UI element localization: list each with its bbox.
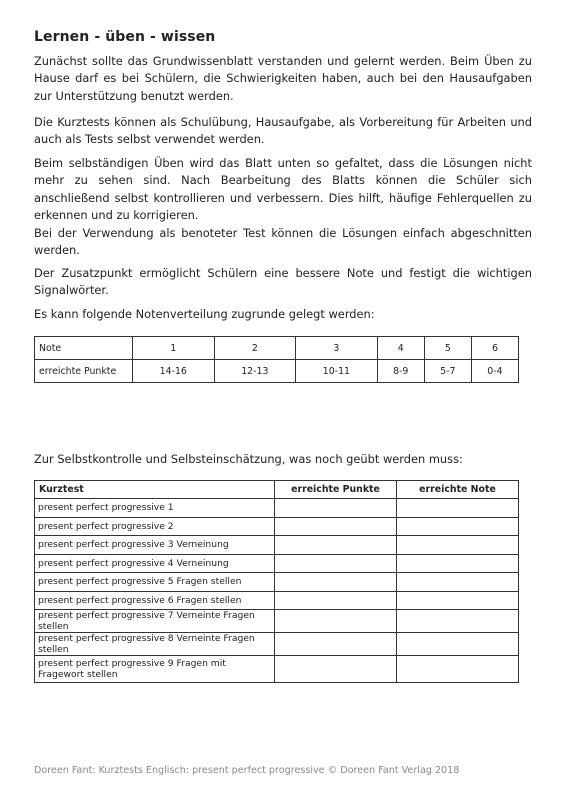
points-entry-cell[interactable] (275, 656, 397, 683)
table-row (35, 554, 519, 573)
self-check-intro: Zur Selbstkontrolle und Selbsteinschätzung, was noch geübt werden muss: (34, 452, 463, 466)
grade-row-notes (35, 337, 519, 360)
table-row (35, 517, 519, 536)
grade-table (34, 336, 519, 383)
grade-entry-cell[interactable] (397, 536, 519, 555)
grade-points-label: erreichte Punkte (35, 360, 133, 383)
grade-entry-cell[interactable] (397, 610, 519, 633)
table-row (35, 536, 519, 555)
intro-paragraph-2: Die Kurztests können als Schulübung, Hausaufgabe, als Vorbereitung für Arbeiten und auch als Tests selbst verwendet werden. (34, 115, 532, 147)
grade-entry-cell[interactable] (397, 573, 519, 592)
points-entry-cell[interactable] (275, 633, 397, 656)
test-name-cell: present perfect progressive 9 Fragen mit Fragewort stellen (35, 656, 275, 683)
grade-intro-text: Es kann folgende Notenverteilung zugrunde gelegt werden: (34, 307, 375, 321)
grade-entry-cell[interactable] (397, 656, 519, 683)
intro-paragraph-3: Beim selbständigen Üben wird das Blatt unten so gefaltet, dass die Lösungen nicht mehr zu sehen sind. Nach Bearbeitung des Blatts können die Schüler sich anschließend selbst kontrollieren und verbessern. Dies hilft, häufige Fehlerquellen zu erkennen und zu korrigieren. (34, 156, 532, 222)
grade-note-label: Note (35, 337, 133, 360)
intro-paragraph-4: Bei der Verwendung als benoteter Test können die Lösungen einfach abgeschnitten werden. (34, 226, 532, 258)
table-row (35, 573, 519, 592)
grade-points-cell: 0-4 (471, 360, 518, 383)
grade-note-cell: 3 (296, 337, 378, 360)
grade-note-cell: 2 (214, 337, 296, 360)
self-check-table (34, 480, 519, 683)
test-name-cell: present perfect progressive 2 (35, 517, 275, 536)
intro-paragraph-1: Zunächst sollte das Grundwissenblatt verstanden und gelernt werden. Beim Üben zu Hause darf es bei Schülern, die Schwierigkeiten haben, auch bei den Hausaufgaben zur Unterstützung benutzt werden. (34, 54, 532, 103)
test-name-cell: present perfect progressive 3 Verneinung (35, 536, 275, 555)
points-entry-cell[interactable] (275, 499, 397, 518)
grade-note-cell: 4 (377, 337, 424, 360)
grade-entry-cell[interactable] (397, 499, 519, 518)
intro-paragraph-5: Der Zusatzpunkt ermöglicht Schülern eine bessere Note und festigt die wichtigen Signalwörter. (34, 266, 532, 298)
points-entry-cell[interactable] (275, 554, 397, 573)
test-name-cell: present perfect progressive 5 Fragen stellen (35, 573, 275, 592)
grade-entry-cell[interactable] (397, 591, 519, 610)
points-entry-cell[interactable] (275, 610, 397, 633)
table-row (35, 591, 519, 610)
grade-points-cell: 14-16 (133, 360, 215, 383)
test-name-cell: present perfect progressive 1 (35, 499, 275, 518)
table-row (35, 610, 519, 633)
points-entry-cell[interactable] (275, 517, 397, 536)
grade-points-cell: 8-9 (377, 360, 424, 383)
header-erreichte-note: erreichte Note (397, 481, 519, 499)
test-name-cell: present perfect progressive 6 Fragen stellen (35, 591, 275, 610)
points-entry-cell[interactable] (275, 591, 397, 610)
grade-points-cell: 12-13 (214, 360, 296, 383)
points-entry-cell[interactable] (275, 573, 397, 592)
test-name-cell: present perfect progressive 4 Verneinung (35, 554, 275, 573)
test-name-cell: present perfect progressive 8 Verneinte Fragen stellen (35, 633, 275, 656)
grade-points-cell: 5-7 (424, 360, 471, 383)
grade-entry-cell[interactable] (397, 633, 519, 656)
grade-note-cell: 5 (424, 337, 471, 360)
page-title: Lernen - üben - wissen (34, 29, 216, 45)
self-check-header-row (35, 481, 519, 499)
table-row (35, 656, 519, 683)
grade-entry-cell[interactable] (397, 517, 519, 536)
test-name-cell: present perfect progressive 7 Verneinte Fragen stellen (35, 610, 275, 633)
header-erreichte-punkte: erreichte Punkte (275, 481, 397, 499)
grade-row-points (35, 360, 519, 383)
table-row (35, 499, 519, 518)
grade-note-cell: 6 (471, 337, 518, 360)
table-row (35, 633, 519, 656)
grade-points-cell: 10-11 (296, 360, 378, 383)
grade-entry-cell[interactable] (397, 554, 519, 573)
copyright-footer: Doreen Fant: Kurztests Englisch: present perfect progressive © Doreen Fant Verlag 2018 (34, 765, 460, 776)
grade-note-cell: 1 (133, 337, 215, 360)
points-entry-cell[interactable] (275, 536, 397, 555)
header-kurztest: Kurztest (35, 481, 275, 499)
